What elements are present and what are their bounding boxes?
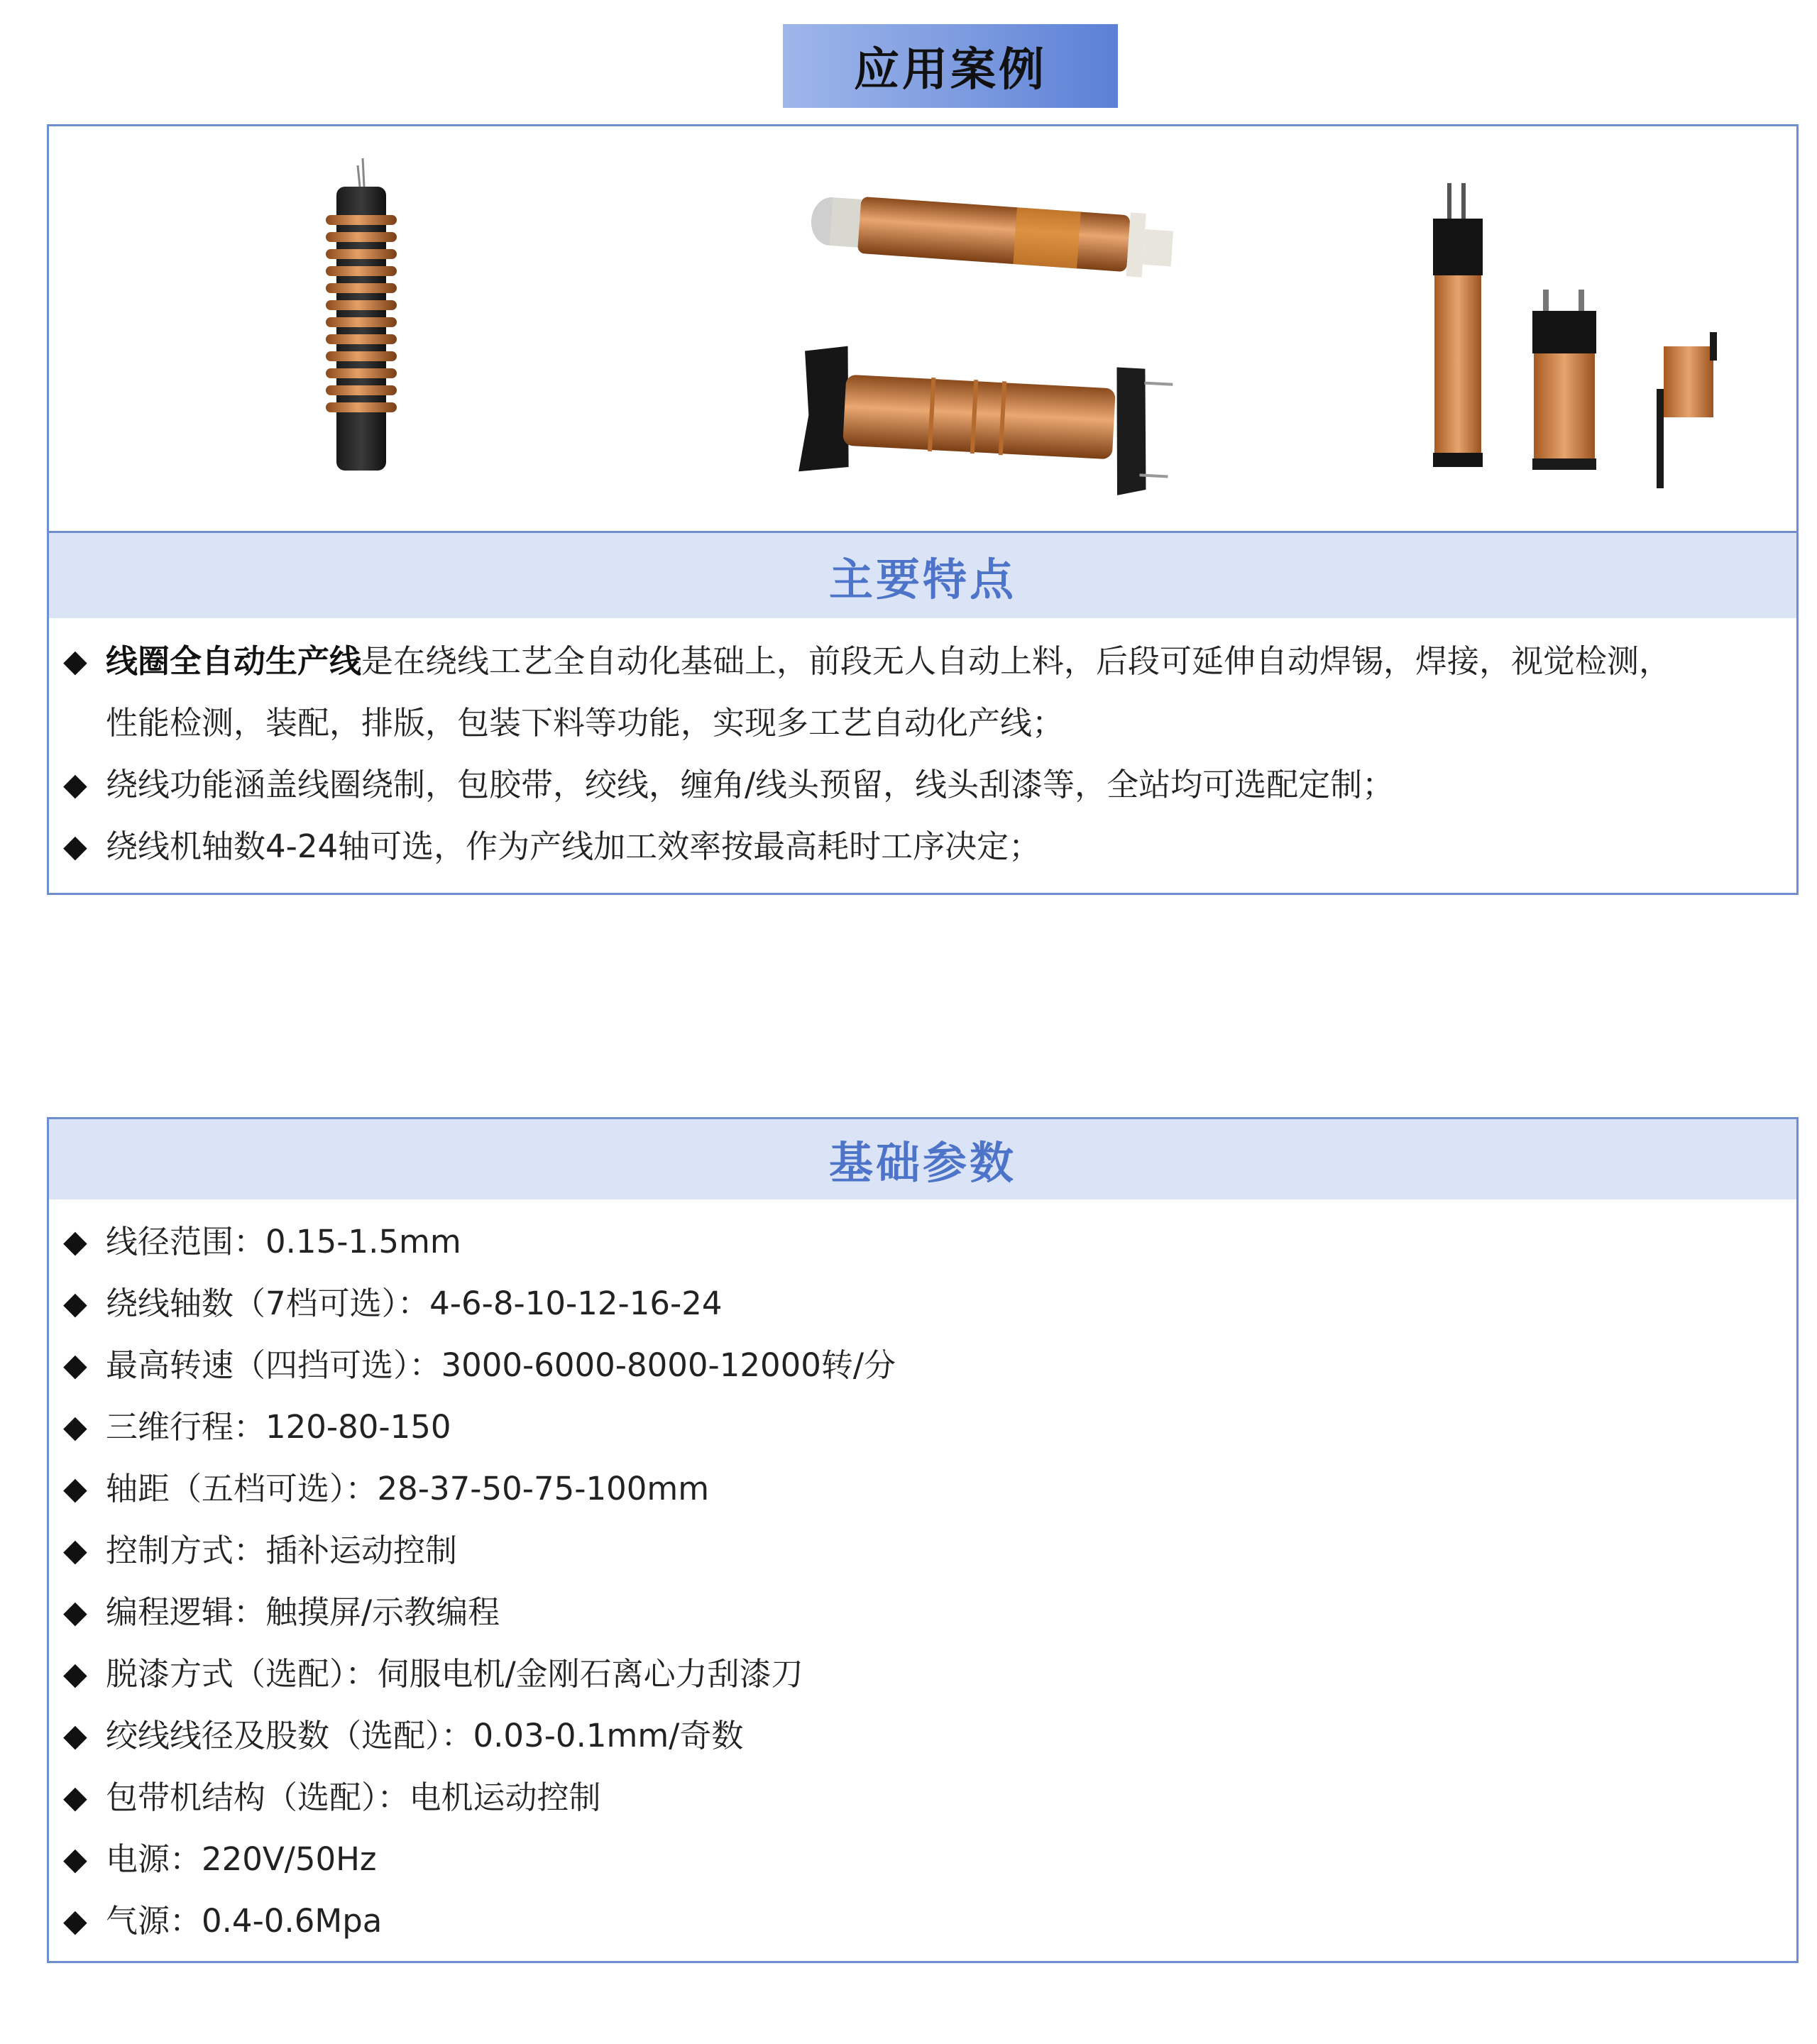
section-title-cases: 应用案例 — [783, 24, 1118, 108]
bullet-icon: ◆ — [63, 1903, 87, 1939]
product-image-framed-coil — [787, 346, 1185, 502]
feature-item-bold: 线圈全自动生产线 — [106, 642, 362, 680]
param-list — [63, 1211, 1781, 1952]
bullet-icon: ◆ — [63, 1471, 87, 1507]
bullet-icon: ◆ — [63, 643, 87, 679]
section-title-params: 基础参数 — [49, 1119, 1796, 1199]
param-text: 控制方式：插补运动控制 — [106, 1532, 458, 1569]
feature-item-text-line2: 性能检测，装配，排版，包装下料等功能，实现多工艺自动化产线； — [106, 704, 1065, 742]
feature-list — [63, 630, 1781, 877]
param-text: 最高转速（四挡可选）：3000-6000-8000-12000转/分 — [106, 1346, 896, 1384]
bullet-icon: ◆ — [63, 766, 87, 803]
param-item — [63, 1643, 1781, 1705]
param-item — [63, 1334, 1781, 1396]
feature-item — [63, 754, 1781, 815]
param-text: 绞线线径及股数（选配）：0.03-0.1mm/奇数 — [106, 1717, 744, 1754]
feature-item — [63, 630, 1781, 754]
bullet-icon: ◆ — [63, 1347, 87, 1383]
bullet-icon: ◆ — [63, 1841, 87, 1877]
product-image-vertical-coil — [304, 158, 418, 485]
bullet-icon: ◆ — [63, 1718, 87, 1754]
product-image-rect-coils — [1383, 176, 1752, 502]
param-text: 电源：220V/50Hz — [106, 1840, 377, 1878]
feature-item — [63, 815, 1781, 877]
param-item — [63, 1520, 1781, 1581]
bullet-icon: ◆ — [63, 1779, 87, 1815]
bullet-icon: ◆ — [63, 1285, 87, 1322]
param-item — [63, 1766, 1781, 1828]
params-panel — [47, 1117, 1799, 1963]
product-image-bobbin-coil — [801, 190, 1185, 304]
param-item — [63, 1705, 1781, 1766]
param-item — [63, 1890, 1781, 1952]
param-item — [63, 1273, 1781, 1334]
param-item — [63, 1581, 1781, 1643]
bullet-icon: ◆ — [63, 828, 87, 864]
bullet-icon: ◆ — [63, 1594, 87, 1630]
case-panel — [47, 124, 1799, 895]
param-text: 轴距（五档可选）：28-37-50-75-100mm — [106, 1470, 710, 1507]
feature-item-text: 绕线功能涵盖线圈绕制，包胶带，绞线，缠角/线头预留，线头刮漆等，全站均可选配定制； — [106, 766, 1395, 803]
param-item — [63, 1396, 1781, 1458]
param-text: 脱漆方式（选配）：伺服电机/金刚石离心力刮漆刀 — [106, 1655, 803, 1693]
feature-item-text: 是在绕线工艺全自动化基础上，前段无人自动上料，后段可延伸自动焊锡，焊接，视觉检测， — [361, 642, 1671, 680]
param-text: 包带机结构（选配）：电机运动控制 — [106, 1779, 601, 1816]
bullet-icon: ◆ — [63, 1409, 87, 1445]
feature-item-text: 绕线机轴数4-24轴可选，作为产线加工效率按最高耗时工序决定； — [106, 828, 1041, 865]
case-images — [49, 126, 1796, 533]
param-item — [63, 1828, 1781, 1890]
section-title-features: 主要特点 — [49, 533, 1796, 618]
param-item — [63, 1458, 1781, 1520]
param-text: 绕线轴数（7档可选）：4-6-8-10-12-16-24 — [106, 1285, 723, 1322]
param-text: 线径范围：0.15-1.5mm — [106, 1223, 461, 1260]
param-text: 气源：0.4-0.6Mpa — [106, 1902, 383, 1940]
param-text: 三维行程：120-80-150 — [106, 1408, 451, 1446]
param-text: 编程逻辑：触摸屏/示教编程 — [106, 1593, 500, 1631]
bullet-icon: ◆ — [63, 1224, 87, 1260]
param-item — [63, 1211, 1781, 1273]
bullet-icon: ◆ — [63, 1656, 87, 1692]
bullet-icon: ◆ — [63, 1532, 87, 1568]
